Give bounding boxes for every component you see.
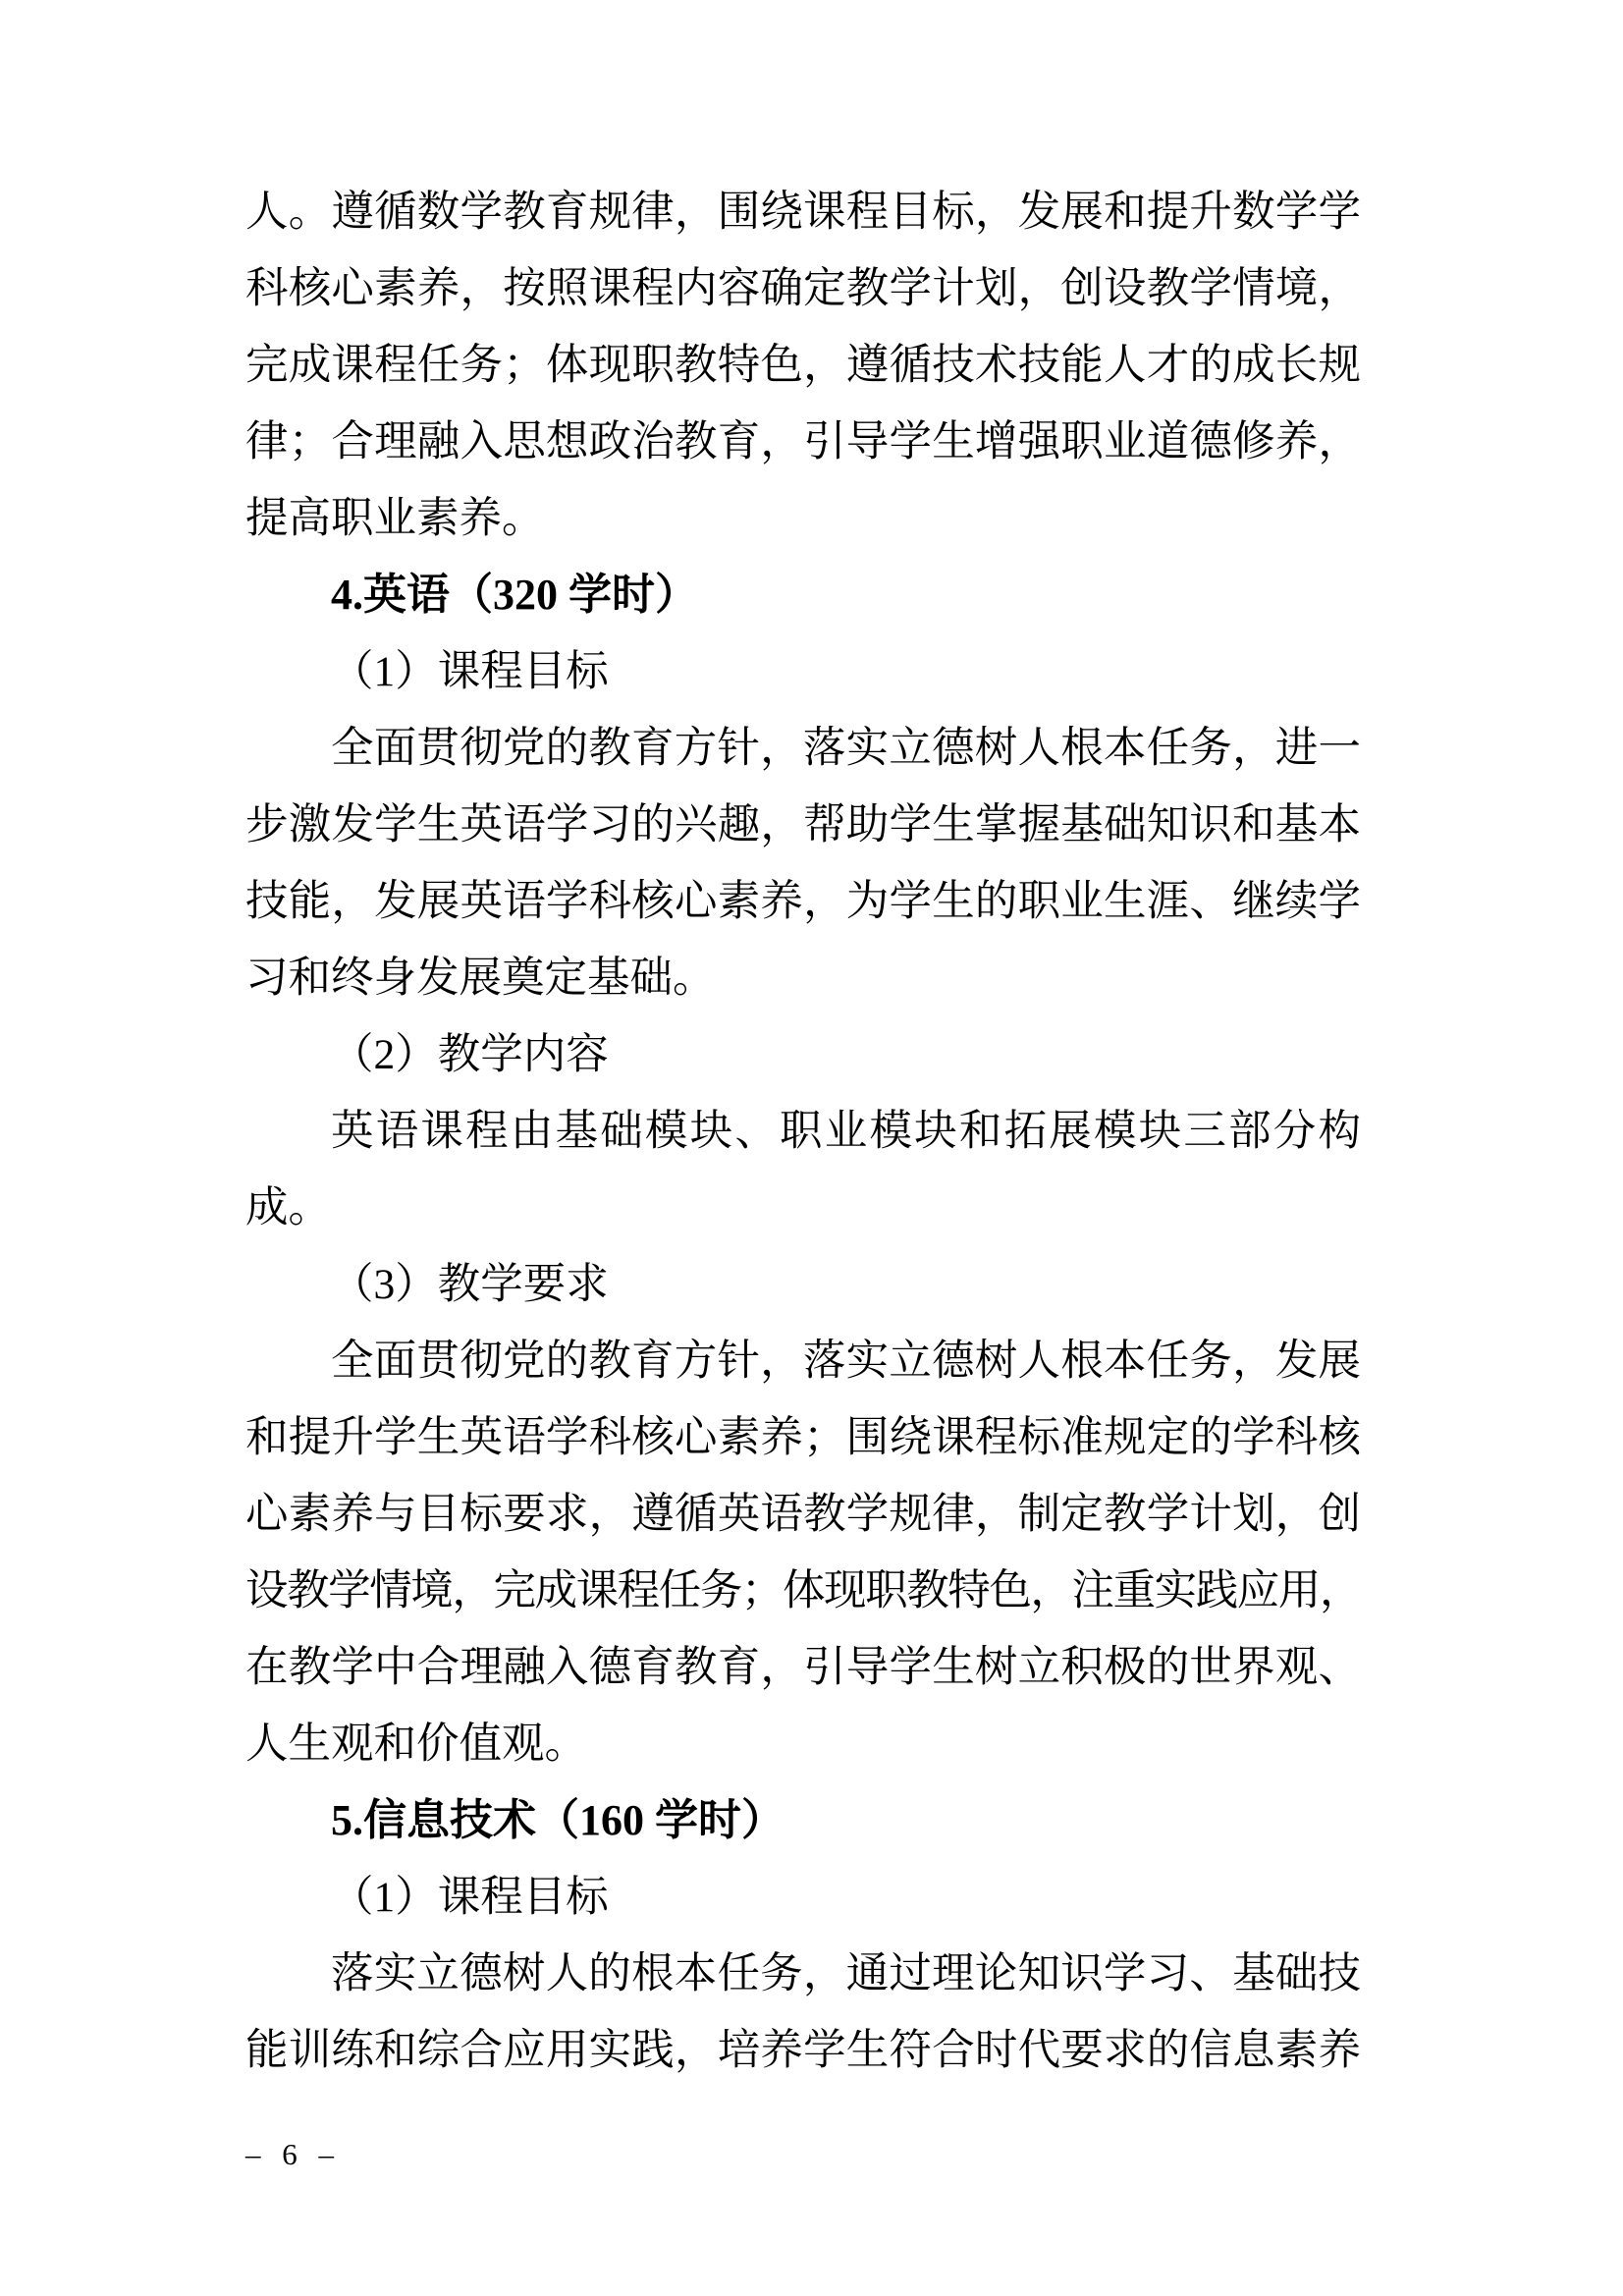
body-line: 完成课程任务；体现职教特色，遵循技术技能人才的成长规 (245, 342, 1361, 389)
body-line: 设教学情境，完成课程任务；体现职教特色，注重实践应用， (245, 1567, 1361, 1614)
heading-english-course: 4.英语（320 学时） (331, 571, 698, 619)
body-line: 人。遵循数学教育规律，围绕课程目标，发展和提升数学学 (245, 189, 1361, 236)
body-line: 科核心素养，按照课程内容确定教学计划，创设教学情境， (245, 265, 1361, 312)
body-line: 全面贯彻党的教育方针，落实立德树人根本任务，进一 (331, 725, 1361, 772)
body-line: 在教学中合理融入德育教育，引导学生树立积极的世界观、 (245, 1644, 1361, 1691)
subheading-teaching-requirements-english: （3）教学要求 (331, 1261, 609, 1308)
heading-information-technology-course: 5.信息技术（160 学时） (331, 1796, 784, 1844)
subheading-course-objectives-it: （1）课程目标 (331, 1874, 609, 1921)
body-line: 英语课程由基础模块、职业模块和拓展模块三部分构 (331, 1108, 1361, 1155)
body-line: 技能，发展英语学科核心素养，为学生的职业生涯、继续学 (245, 878, 1361, 925)
body-line: 心素养与目标要求，遵循英语教学规律，制定教学计划，创 (245, 1491, 1361, 1538)
body-line: 能训练和综合应用实践，培养学生符合时代要求的信息素养 (245, 2027, 1361, 2074)
subheading-teaching-content-english: （2）教学内容 (331, 1031, 609, 1078)
body-line: 和提升学生英语学科核心素养；围绕课程标准规定的学科核 (245, 1414, 1361, 1461)
text-block (245, 174, 1361, 2089)
body-line: 提高职业素养。 (245, 495, 545, 542)
subheading-course-objectives-english: （1）课程目标 (331, 648, 609, 695)
body-line: 习和终身发展奠定基础。 (245, 955, 716, 1002)
body-line: 律；合理融入思想政治教育，引导学生增强职业道德修养， (245, 418, 1361, 465)
body-line: 全面贯彻党的教育方针，落实立德树人根本任务，发展 (331, 1338, 1361, 1385)
body-line: 人生观和价值观。 (245, 1721, 587, 1768)
page-number: – 6 – (245, 2137, 335, 2171)
body-line: 成。 (245, 1184, 331, 1231)
body-line: 落实立德树人的根本任务，通过理论知识学习、基础技 (331, 1950, 1361, 1997)
body-line: 步激发学生英语学习的兴趣，帮助学生掌握基础知识和基本 (245, 801, 1361, 848)
